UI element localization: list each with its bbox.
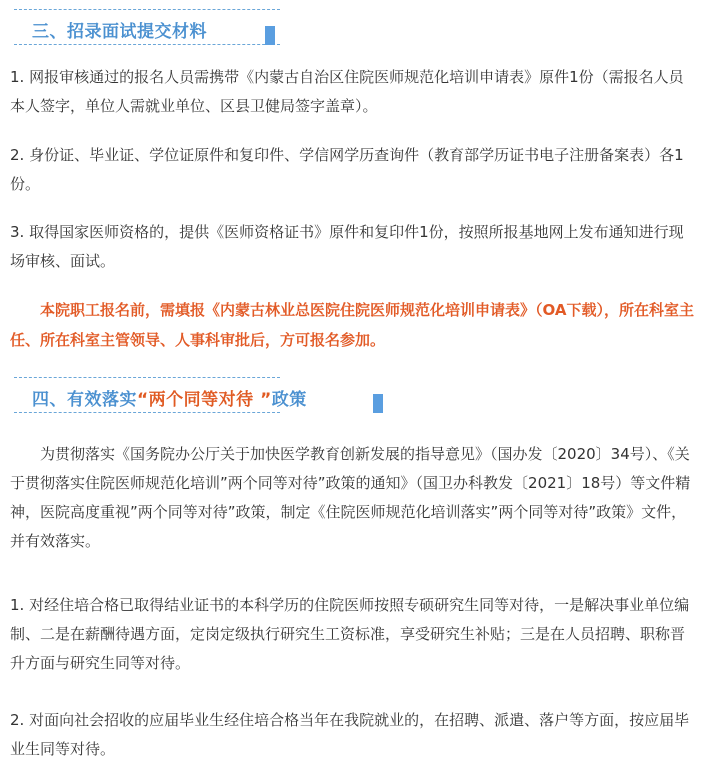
section-4-intro: 为贯彻落实《国务院办公厅关于加快医学教育创新发展的指导意见》（国办发〔2020〕34号）、《关于贯彻落实住院医师规范化培训”两个同等对待”政策的通知》（国卫办科教发〔2021〕18号）等文件精神，医院高度重视”两个同等对待”政策，制定《住院医师规范化培训落实”两个同等对待”政策》文件，并有效落实。 — [10, 445, 691, 550]
section-3-title: 三、招录面试提交材料 — [32, 22, 207, 42]
heading-divider-bottom — [14, 44, 280, 45]
section-4-title-suffix: 政策 — [271, 390, 307, 410]
section-4-item-2: 2. 对面向社会招收的应届毕业生经住培合格当年在我院就业的，在招聘、派遣、落户等方面，按应届毕业生同等对待。 — [10, 711, 690, 758]
section-4-heading — [14, 377, 307, 417]
section-3-item-3: 3. 取得国家医师资格的，提供《医师资格证书》原件和复印件1份，按照所报基地网上发布通知进行现场审核、面试。 — [10, 223, 684, 270]
heading-accent-bar — [265, 26, 275, 45]
heading-accent-bar — [373, 394, 383, 413]
heading-divider-top — [14, 377, 280, 378]
section-3-item-1: 1. 网报审核通过的报名人员需携带《内蒙古自治区住院医师规范化培训申请表》原件1份（需报名人员本人签字，单位人需就业单位、区县卫健局签字盖章）。 — [10, 68, 684, 115]
staff-notice: 本院职工报名前，需填报《内蒙古林业总医院住院医师规范化培训申请表》（OA下载），所在科室主任、所在科室主管领导、人事科审批后，方可报名参加。 — [10, 301, 694, 349]
section-3-heading — [14, 9, 284, 49]
section-4-item-1: 1. 对经住培合格已取得结业证书的本科学历的住院医师按照专硕研究生同等对待，一是解决事业单位编制、二是在薪酬待遇方面，定岗定级执行研究生工资标准，享受研究生补贴；三是在人员招聘、职称晋升方面与研究生同等对待。 — [10, 596, 690, 672]
section-4-title — [32, 385, 307, 410]
section-3-item-2: 2. 身份证、毕业证、学位证原件和复印件、学信网学历查询件（教育部学历证书电子注册备案表）各1份。 — [10, 146, 684, 193]
heading-divider-top — [14, 9, 280, 10]
heading-divider-bottom — [14, 412, 280, 413]
section-4-title-prefix: 四、有效落实 — [32, 390, 137, 410]
section-4-title-highlight: “两个同等对待 ” — [137, 390, 272, 410]
